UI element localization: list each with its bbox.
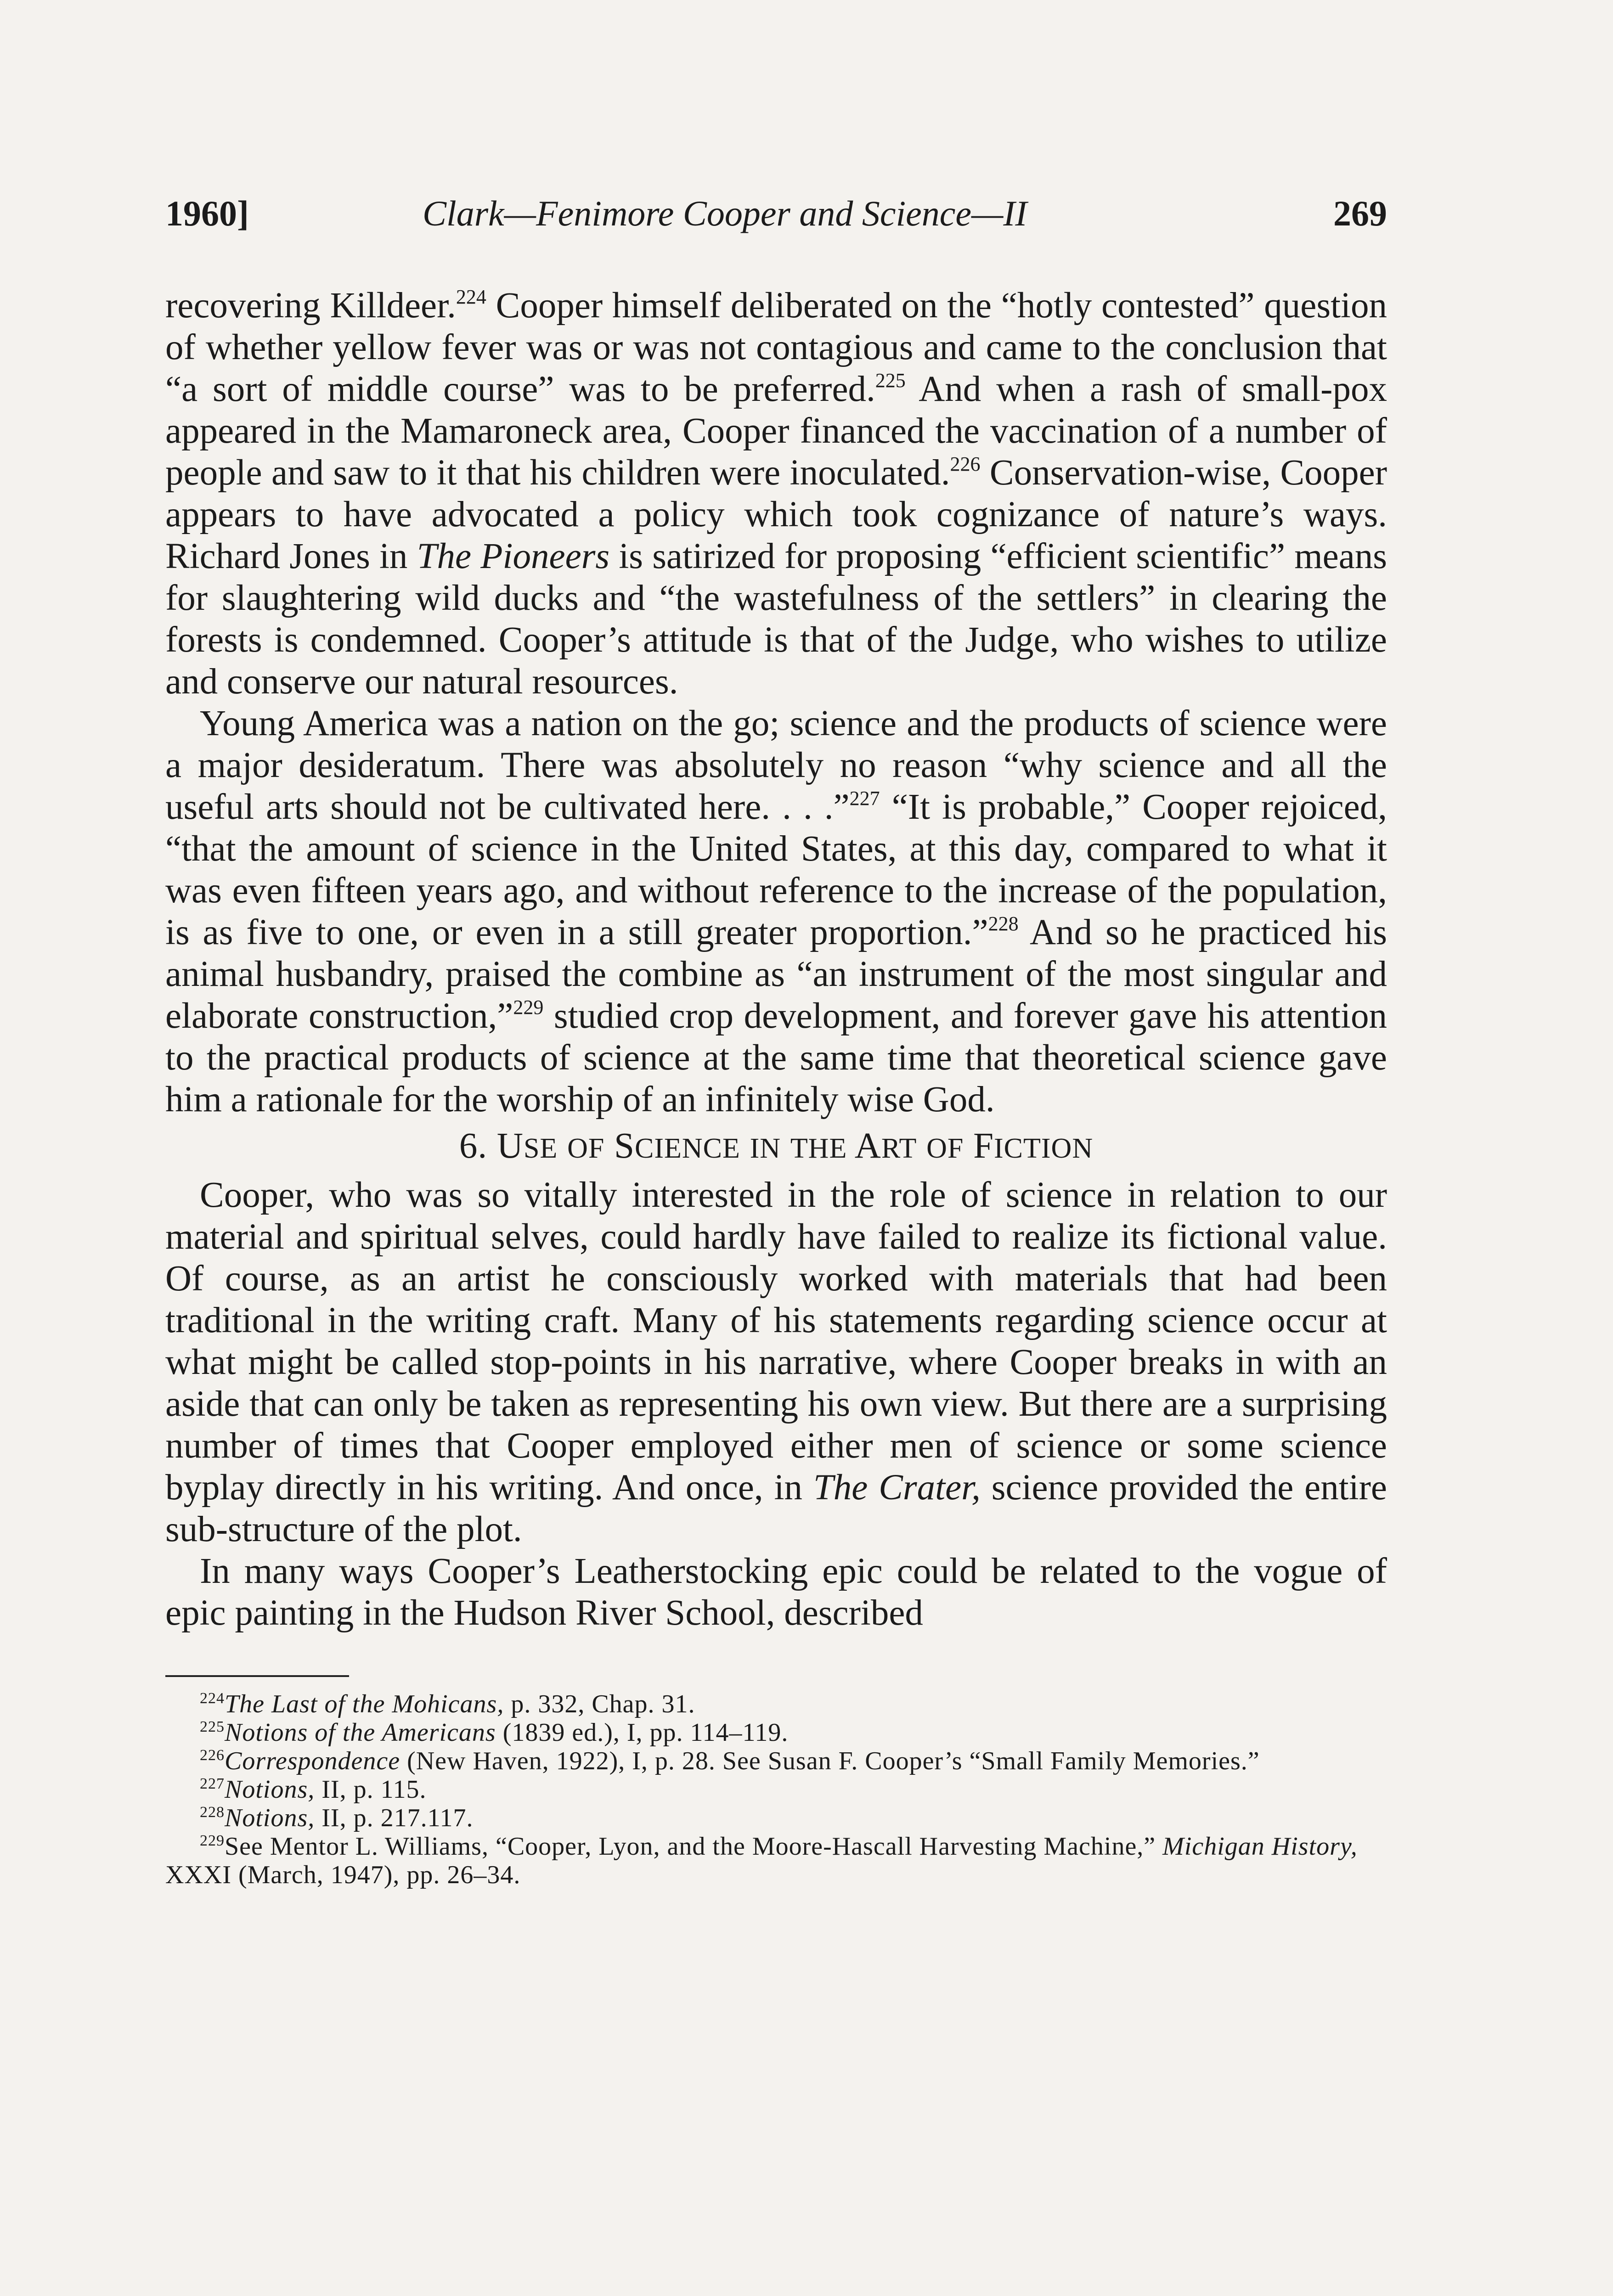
footnote	[165, 1804, 1387, 1832]
text-run: Young America was a nation on the go; science and the products of science were a major desideratum. There was absolutely no reason “why science and all the useful arts should not be cultivated here. . . .”	[165, 703, 1387, 827]
text-run: II, p. 217.117.	[315, 1804, 474, 1832]
italic-title: Notions of the Americans	[225, 1718, 496, 1747]
header-running-title: Clark—Fenimore Cooper and Science—II	[423, 193, 1027, 233]
paragraph	[165, 703, 1387, 1120]
footnotes	[165, 1690, 1387, 1889]
text-run: And when a rash of small-pox appeared in the Mamaroneck area, Cooper financed the vaccination of a number of people and saw to it that his children were inoculated.	[165, 369, 1387, 493]
footnote-rule	[165, 1675, 349, 1677]
text-run: studied crop development, and forever gave his attention to the practical products of science at the same time that theoretical science gave him a rationale for the worship of an infinitely wise God.	[165, 996, 1387, 1120]
italic-title: The Pioneers	[417, 536, 610, 576]
footnote	[165, 1747, 1387, 1775]
heading-word	[973, 1126, 1093, 1166]
heading-small-caps: OF	[567, 1133, 605, 1164]
heading-word	[750, 1126, 781, 1166]
footnote-marker: 226	[200, 1747, 225, 1764]
heading-word	[614, 1126, 740, 1166]
heading-small-caps: RT	[881, 1133, 917, 1164]
text-run: In many ways Cooper’s Leatherstocking epic could be related to the vogue of epic painting in the Hudson River School, described	[165, 1551, 1387, 1633]
heading-small-caps: THE	[790, 1133, 847, 1164]
footnote-marker: 224	[200, 1690, 225, 1707]
heading-word	[855, 1126, 917, 1166]
italic-title: The Crater,	[813, 1468, 981, 1508]
footnote-marker: 227	[200, 1775, 225, 1792]
heading-capital: F	[973, 1126, 994, 1166]
section-heading	[165, 1125, 1387, 1170]
heading-capital: A	[854, 1126, 881, 1166]
paragraph	[165, 1174, 1387, 1550]
heading-small-caps: OF	[926, 1133, 964, 1164]
text-run: II, p. 115.	[315, 1775, 427, 1804]
text-run: p. 332, Chap. 31.	[504, 1690, 695, 1718]
heading-small-caps: CIENCE	[635, 1133, 740, 1164]
body-text	[165, 285, 1387, 1634]
footnote	[165, 1832, 1387, 1889]
text-run: is satirized for proposing “efficient scientific” means for slaughtering wild ducks and “the wastefulness of the settlers” in clearing the forests is condemned. Cooper’s attitude is that of the Judge, who wishes to utilize and conserve our natural resources.	[165, 536, 1387, 702]
footnote-marker: 226	[950, 453, 981, 475]
footnote-marker: 225	[875, 369, 906, 392]
footnote	[165, 1775, 1387, 1804]
footnote-marker: 228	[988, 912, 1019, 935]
italic-title: Notions,	[225, 1775, 315, 1804]
header-year: 1960]	[165, 193, 249, 233]
italic-title: Michigan History,	[1162, 1832, 1358, 1861]
footnote-marker: 229	[513, 996, 544, 1019]
italic-title: Notions,	[225, 1804, 315, 1832]
text-run: See Mentor L. Williams, “Cooper, Lyon, and the Moore-Hascall Harvesting Machine,”	[225, 1832, 1163, 1861]
footnote	[165, 1690, 1387, 1718]
footnote-marker: 224	[456, 286, 486, 308]
footnote-marker: 225	[200, 1718, 225, 1735]
text-run: Cooper himself deliberated on the “hotly contested” question of whether yellow fever was or was not contagious and came to the conclusion that “a sort of middle course” was to be preferred.	[165, 286, 1387, 409]
text-run: (New Haven, 1922), I, p. 28. See Susan F. Cooper’s “Small Family Memories.”	[400, 1747, 1260, 1775]
heading-capital: U	[496, 1126, 524, 1166]
footnote	[165, 1718, 1387, 1747]
section-title	[497, 1126, 1093, 1166]
paragraph	[165, 1550, 1387, 1634]
text-run: science provided the entire sub-structure of the plot.	[165, 1468, 1387, 1549]
footnote-marker: 228	[200, 1804, 225, 1821]
running-header	[165, 193, 1387, 243]
book-page	[165, 193, 1387, 1889]
footnote-marker: 227	[849, 787, 880, 810]
text-run: “It is probable,” Cooper rejoiced, “that the amount of science in the United States, at this day, compared to what it was even fifteen years ago, and without reference to the increase of the population, is as five to one, or even in a still greater proportion.”	[165, 787, 1387, 952]
text-run: And so he practiced his animal husbandry, praised the combine as “an instrument of the most singular and elaborate construction,”	[165, 912, 1387, 1036]
heading-word	[926, 1126, 964, 1166]
italic-title: Correspondence	[225, 1747, 400, 1775]
footnote-marker: 229	[200, 1832, 225, 1849]
section-number: 6.	[459, 1126, 488, 1166]
heading-word	[790, 1126, 847, 1166]
italic-title: The Last of the Mohicans,	[225, 1690, 504, 1718]
heading-word	[567, 1126, 604, 1166]
paragraph	[165, 285, 1387, 703]
text-run: Conservation-wise, Cooper appears to have advocated a policy which took cognizance of nature’s ways. Richard Jones in	[165, 453, 1387, 576]
page-number: 269	[1333, 193, 1387, 233]
text-run: (1839 ed.), I, pp. 114–119.	[496, 1718, 789, 1747]
heading-capital: S	[614, 1126, 635, 1166]
heading-small-caps: SE	[523, 1133, 558, 1164]
text-run: XXXI (March, 1947), pp. 26–34.	[165, 1861, 521, 1889]
text-run: recovering Killdeer.	[165, 286, 456, 326]
text-run: Cooper, who was so vitally interested in the role of science in relation to our material and spiritual selves, could hardly have failed to realize its fictional value. Of course, as an artist he consciously worked with materials that had been traditional in the writing craft. Many of his statements regarding science occur at what might be called stop-points in his narrative, where Cooper breaks in with an aside that can only be taken as representing his own view. But there are a surprising number of times that Cooper employed either men of science or some science byplay directly in his writing. And once, in	[165, 1175, 1387, 1508]
heading-small-caps: IN	[750, 1133, 781, 1164]
heading-word	[497, 1126, 558, 1166]
heading-small-caps: ICTION	[994, 1133, 1094, 1164]
